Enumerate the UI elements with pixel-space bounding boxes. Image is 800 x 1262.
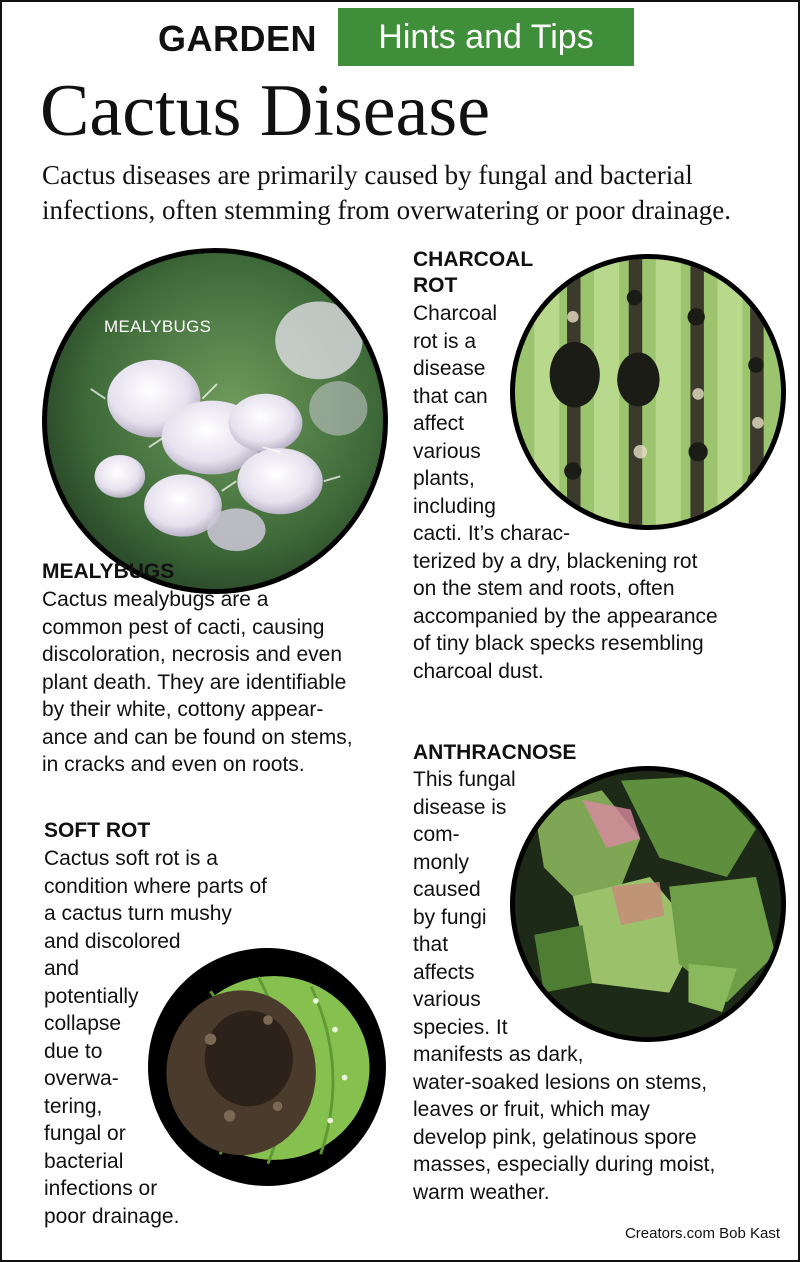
- credit-line: Creators.com Bob Kast: [624, 1225, 780, 1242]
- charcoal-rot-line: rot is a: [413, 329, 477, 353]
- intro-paragraph: Cactus diseases are primarily caused by fungal and bacterial infections, often stemming from overwatering or poor drainage.: [42, 160, 732, 225]
- garden-label: GARDEN: [158, 18, 318, 59]
- charcoal-rot-line: various: [413, 439, 481, 463]
- anthracnose-line: monly: [413, 850, 470, 874]
- charcoal-rot-line: plants,: [413, 467, 475, 490]
- anthracnose-line: leaves or fruit, which may: [413, 1098, 650, 1121]
- soft-rot-line: infections or: [44, 1177, 158, 1200]
- soft-rot-line: and: [44, 957, 80, 980]
- mealybugs-photo-label: MEALYBUGS: [104, 317, 212, 336]
- charcoal-rot-line: charcoal dust.: [413, 659, 544, 683]
- soft-rot-line: condition where parts of: [44, 874, 267, 898]
- anthracnose-line: develop pink, gelatinous spore: [413, 1125, 697, 1149]
- anthracnose-line: water-soaked lesions on stems,: [413, 1070, 708, 1094]
- anthracnose-line: affects: [413, 960, 475, 984]
- charcoal-rot-body: [413, 300, 718, 685]
- anthracnose-line: com-: [413, 823, 460, 846]
- soft-rot-line: and discolored: [44, 929, 181, 953]
- charcoal-rot-line: disease: [413, 357, 486, 380]
- mealybugs-line: ance and can be found on stems,: [42, 725, 353, 749]
- soft-rot-line: collapse: [44, 1012, 122, 1035]
- anthracnose-line: that: [413, 933, 449, 956]
- mealybugs-line: by their white, cottony appear-: [42, 698, 324, 721]
- charcoal-rot-line: including: [413, 494, 496, 518]
- mealybugs-line: in cracks and even on roots.: [42, 753, 305, 776]
- soft-rot-line: a cactus turn mushy: [44, 902, 232, 925]
- charcoal-rot-heading-line: CHARCOAL: [413, 248, 534, 271]
- anthracnose-line: This fungal: [413, 768, 516, 791]
- anthracnose-body: [413, 766, 715, 1206]
- anthracnose-line: species. It: [413, 1015, 508, 1039]
- charcoal-rot-heading: [413, 247, 533, 299]
- charcoal-rot-line: of tiny black specks resembling: [413, 632, 704, 655]
- soft-rot-line: Cactus soft rot is a: [44, 847, 218, 870]
- charcoal-rot-line: accompanied by the appearance: [413, 604, 718, 628]
- anthracnose-line: caused: [413, 878, 481, 901]
- mealybugs-line: Cactus mealybugs are a: [42, 588, 269, 611]
- soft-rot-body: [44, 845, 267, 1230]
- hints-label: Hints and Tips: [378, 18, 594, 56]
- mealybugs-heading: MEALYBUGS: [42, 560, 175, 583]
- anthracnose-line: by fungi: [413, 905, 487, 929]
- charcoal-rot-line: cacti. It’s charac-: [413, 522, 571, 545]
- soft-rot-line: tering,: [44, 1094, 103, 1118]
- anthracnose-line: various: [413, 988, 481, 1011]
- anthracnose-line: manifests as dark,: [413, 1043, 584, 1066]
- charcoal-rot-line: Charcoal: [413, 302, 498, 325]
- anthracnose-line: masses, especially during moist,: [413, 1153, 716, 1176]
- mealybugs-illustration: [47, 253, 383, 589]
- mealybugs-line: plant death. They are identifiable: [42, 670, 347, 694]
- soft-rot-line: potentially: [44, 984, 139, 1008]
- soft-rot-line: bacterial: [44, 1149, 124, 1173]
- anthracnose-heading: ANTHRACNOSE: [413, 741, 577, 764]
- mealybugs-line: discoloration, necrosis and even: [42, 643, 343, 666]
- soft-rot-heading: SOFT ROT: [44, 819, 151, 842]
- soft-rot-line: fungal or: [44, 1122, 126, 1145]
- page-title: Cactus Disease: [40, 70, 491, 152]
- mealybugs-body: [42, 586, 353, 779]
- mealybugs-line: common pest of cacti, causing: [42, 615, 325, 639]
- anthracnose-line: disease is: [413, 795, 507, 819]
- anthracnose-line: warm weather.: [413, 1180, 550, 1204]
- charcoal-rot-line: that can: [413, 384, 488, 408]
- soft-rot-line: overwa-: [44, 1067, 119, 1090]
- mealybugs-photo: [42, 248, 388, 594]
- hints-banner: [338, 8, 634, 66]
- soft-rot-line: poor drainage.: [44, 1204, 180, 1228]
- charcoal-rot-line: on the stem and roots, often: [413, 577, 675, 600]
- charcoal-rot-line: affect: [413, 412, 464, 435]
- soft-rot-line: due to: [44, 1039, 103, 1063]
- charcoal-rot-heading-line: ROT: [413, 274, 458, 297]
- charcoal-rot-line: terized by a dry, blackening rot: [413, 549, 698, 573]
